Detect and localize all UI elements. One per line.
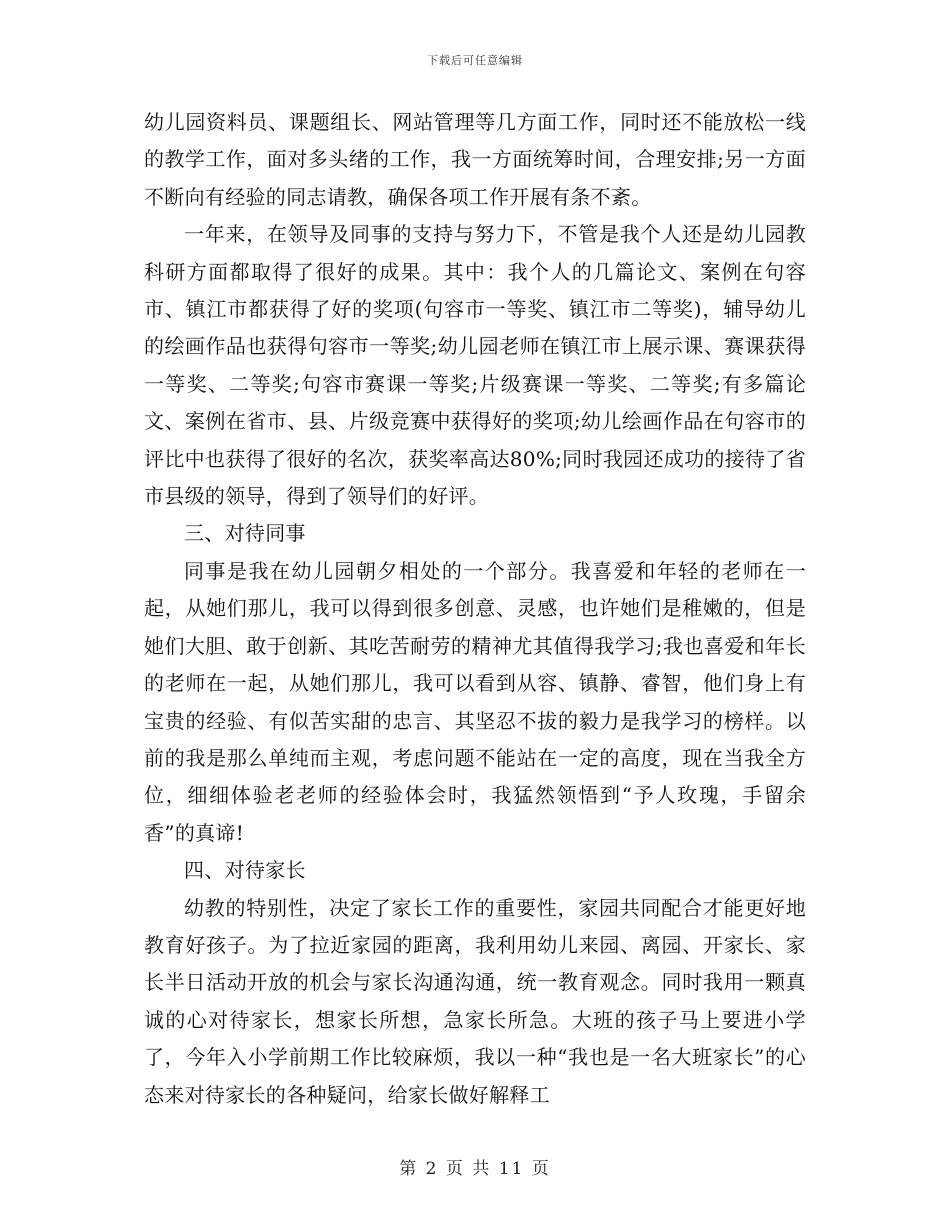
- paragraph-colleagues: 同事是我在幼儿园朝夕相处的一个部分。我喜爱和年轻的老师在一起，从她们那儿，我可以得到很多创意、灵感，也许她们是稚嫩的，但是她们大胆、敢于创新、其吃苦耐劳的精神尤其值得我学习;我也喜爱和年长的老师在一起，从她们那儿，我可以看到从容、镇静、睿智，他们身上有宝贵的经验、有似苦实甜的忠言、其坚忍不拔的毅力是我学习的榜样。以前的我是那么单纯而主观，考虑问题不能站在一定的高度，现在当我全方位，细细体验老老师的经验体会时，我猛然领悟到“予人玫瑰，手留余香”的真谛!: [144, 558, 806, 845]
- section-heading-colleagues: 三、对待同事: [184, 521, 306, 546]
- section-heading-parents: 四、对待家长: [184, 858, 306, 883]
- paragraph-continuation: 幼儿园资料员、课题组长、网站管理等几方面工作，同时还不能放松一线的教学工作，面对多头绪的工作，我一方面统筹时间，合理安排;另一方面不断向有经验的同志请教，确保各项工作开展有条不紊。: [144, 110, 806, 209]
- page-header: 下载后可任意编辑: [427, 54, 523, 67]
- paragraph-parents: 幼教的特别性，决定了家长工作的重要性，家园共同配合才能更好地教育好孩子。为了拉近家园的距离，我利用幼儿来园、离园、开家长、家长半日活动开放的机会与家长沟通沟通，统一教育观念。同时我用一颗真诚的心对待家长，想家长所想，急家长所急。大班的孩子马上要进小学了，今年入小学前期工作比较麻烦，我以一种“我也是一名大班家长”的心态来对待家长的各种疑问，给家长做好解释工: [144, 895, 806, 1107]
- page-footer: 第 2 页 共 11 页: [399, 1159, 551, 1179]
- paragraph-achievements: 一年来，在领导及同事的支持与努力下，不管是我个人还是幼儿园教科研方面都取得了很好的成果。其中：我个人的几篇论文、案例在句容市、镇江市都获得了好的奖项(句容市一等奖、镇江市二等奖)，辅导幼儿的绘画作品也获得句容市一等奖;幼儿园老师在镇江市上展示课、赛课获得一等奖、二等奖;句容市赛课一等奖;片级赛课一等奖、二等奖;有多篇论文、案例在省市、县、片级竞赛中获得好的奖项;幼儿绘画作品在句容市的评比中也获得了很好的名次，获奖率高达80%;同时我园还成功的接待了省市县级的领导，得到了领导们的好评。: [144, 222, 806, 509]
- document-body: [144, 104, 806, 1114]
